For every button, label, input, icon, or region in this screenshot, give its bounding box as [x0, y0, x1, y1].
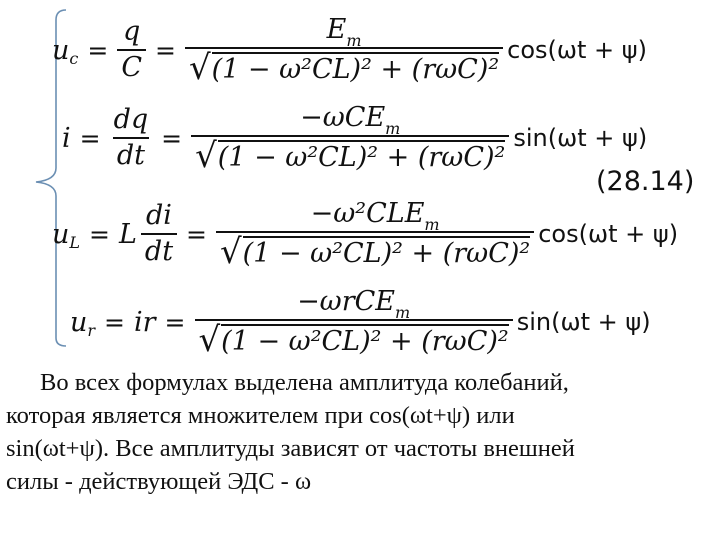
sqrt-icon: √ [198, 319, 221, 360]
fraction-q-over-c [117, 17, 146, 82]
formula-lhs-sub: c [69, 48, 79, 68]
sqrt-icon: √ [195, 135, 217, 176]
equals-sign: = [104, 307, 125, 337]
equals-sign: = [161, 123, 183, 153]
equals-sign: = [186, 219, 207, 249]
fraction-di-dt [141, 201, 177, 266]
formula-ul [52, 194, 678, 274]
trig-factor: sin(ωt + ψ) [516, 308, 651, 336]
formula-lhs-sub: L [69, 232, 81, 252]
explanation-paragraph [6, 366, 711, 498]
amplitude-numerator-sub: m [385, 119, 401, 139]
formula-lhs: i [62, 122, 71, 154]
fraction-numerator: q [123, 16, 141, 48]
amplitude-fraction [216, 198, 534, 272]
trig-factor: sin(ωt + ψ) [513, 124, 648, 152]
fraction-numerator: di [146, 200, 172, 232]
amplitude-numerator: −ωrCE [297, 286, 395, 318]
formula-lhs: u [52, 34, 70, 66]
fraction-denominator: dt [113, 137, 149, 171]
amplitude-numerator: −ωCE [300, 102, 386, 134]
formula-lhs: u [70, 306, 88, 338]
amplitude-fraction [185, 14, 503, 88]
amplitude-fraction [191, 102, 509, 176]
equals-sign: = [154, 35, 176, 65]
fraction-denominator: C [117, 49, 146, 83]
equals-sign: = [87, 35, 109, 65]
fraction-denominator: dt [141, 233, 177, 267]
amplitude-denominator: (1 − ω²CL)² + (rωC)² [211, 54, 500, 86]
amplitude-denominator: (1 − ω²CL)² + (rωC)² [221, 326, 509, 358]
paragraph-line: силы - действующей ЭДС - ω [6, 468, 312, 495]
formula-lhs-sub: r [87, 320, 96, 340]
amplitude-numerator-sub: m [424, 215, 440, 235]
equals-sign: = [164, 307, 186, 337]
formula-ur [70, 282, 651, 362]
amplitude-numerator: E [326, 14, 347, 46]
amplitude-numerator: −ω²CLE [310, 198, 425, 230]
amplitude-numerator-sub: m [394, 303, 411, 323]
paragraph-line: Во всех формулах выделена амплитуда колебаний, [40, 369, 569, 396]
amplitude-numerator-sub: m [346, 31, 362, 51]
sqrt-icon: √ [188, 47, 211, 88]
trig-factor: cos(ωt + ψ) [538, 220, 679, 248]
sqrt-icon: √ [220, 231, 242, 272]
formula-i [62, 98, 647, 178]
paragraph-line: которая является множителем при cos(ωt+ψ) или [6, 402, 515, 429]
formula-uc [52, 10, 647, 90]
amplitude-fraction [195, 286, 513, 360]
fraction-dq-dt [110, 105, 153, 170]
fraction-numerator: dq [113, 104, 149, 136]
amplitude-denominator: (1 − ω²CL)² + (rωC)² [242, 238, 531, 270]
equals-sign: = [89, 219, 110, 249]
paragraph-line: sin(ωt+ψ). Все амплитуды зависят от частоты внешней [6, 435, 575, 462]
formula-mid-term: ir [134, 306, 156, 338]
equals-sign: = [79, 123, 101, 153]
formula-lhs: u [52, 218, 70, 250]
trig-factor: cos(ωt + ψ) [507, 36, 647, 64]
equation-number: (28.14) [596, 166, 695, 197]
inductance-symbol: L [118, 218, 137, 250]
amplitude-denominator: (1 − ω²CL)² + (rωC)² [217, 142, 506, 174]
